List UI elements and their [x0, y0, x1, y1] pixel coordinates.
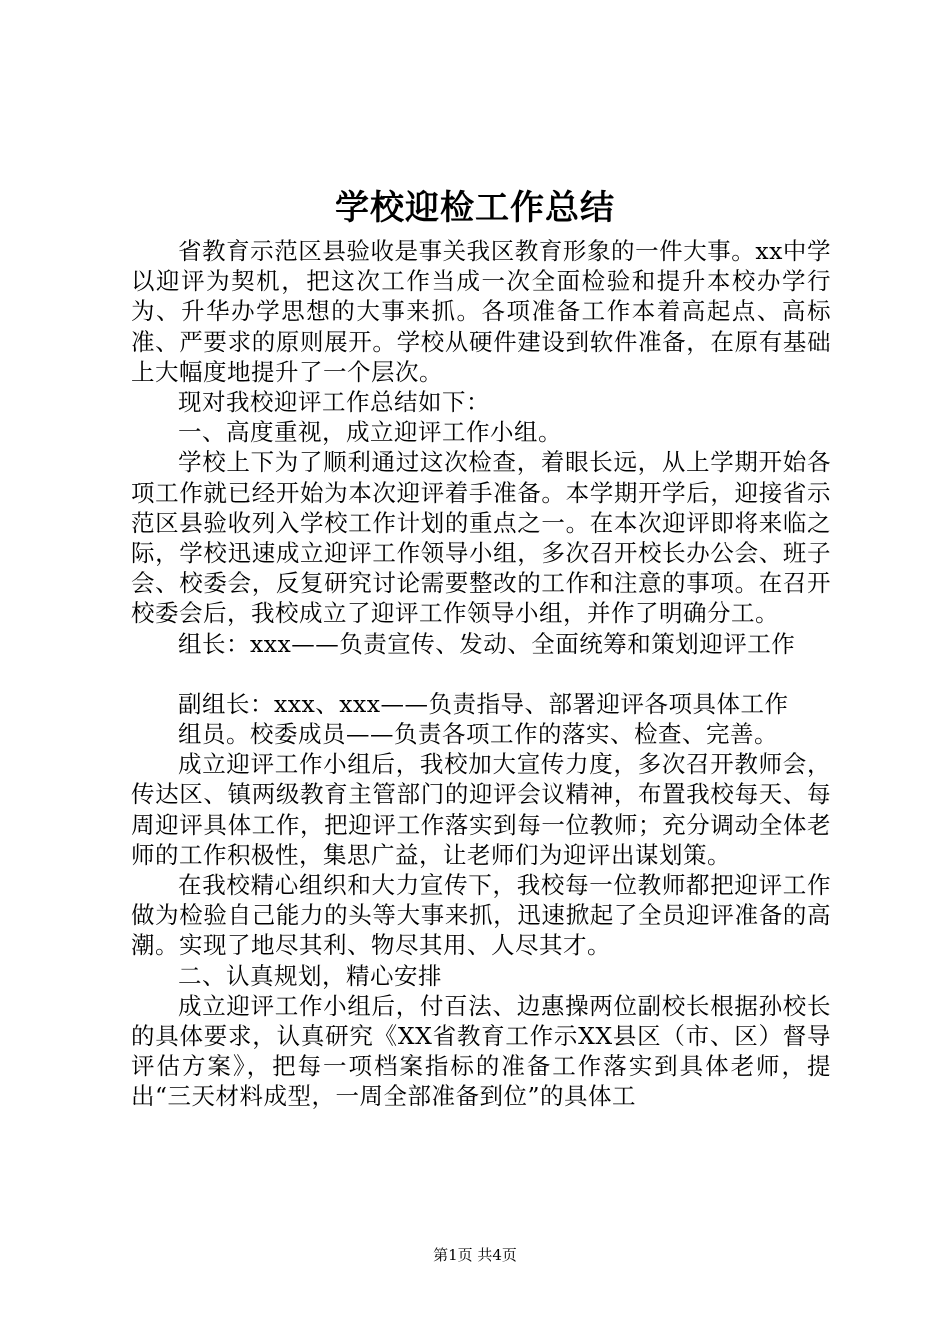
paragraph-intro: 省教育示范区县验收是事关我区教育形象的一件大事。xx中学以迎评为契机，把这次工作当成一次全面检验和提升本校办学行为、升华办学思想的大事来抓。各项准备工作本着高起点、高标准、严要求的原则展开。学校从硬件建设到软件准备，在原有基础上大幅度地提升了一个层次。 — [131, 237, 831, 386]
section-heading-1: 一、高度重视，成立迎评工作小组。 — [178, 418, 562, 447]
section-heading-2: 二、认真规划，精心安排 — [178, 961, 442, 990]
blank-line — [131, 659, 831, 689]
paragraph-mobilization: 在我校精心组织和大力宣传下，我校每一位教师都把迎评工作做为检验自己能力的头等大事来抓，迅速掀起了全员迎评准备的高潮。实现了地尽其利、物尽其用、人尽其才。 — [131, 871, 831, 960]
team-members-line: 组员。校委成员——负责各项工作的落实、检查、完善。 — [178, 720, 778, 749]
page-footer: 第1页 共4页 — [433, 1246, 517, 1264]
paragraph-preparation: 学校上下为了顺利通过这次检查，着眼长远，从上学期开始各项工作就已经开始为本次迎评着手准备。本学期开学后，迎接省示范区县验收列入学校工作计划的重点之一。在本次迎评即将来临之际，学校迅速成立迎评工作领导小组，多次召开校长办公会、班子会、校委会，反复研究讨论需要整改的工作和注意的事项。在召开校委会后，我校成立了迎评工作领导小组，并作了明确分工。 — [131, 448, 831, 628]
team-leader-line: 组长：xxx——负责宣传、发动、全面统筹和策划迎评工作 — [178, 629, 796, 658]
deputy-leader-line: 副组长：xxx、xxx——负责指导、部署迎评各项具体工作 — [178, 689, 789, 718]
paragraph-publicity: 成立迎评工作小组后，我校加大宣传力度，多次召开教师会，传达区、镇两级教育主管部门的迎评会议精神，布置我校每天、每周迎评具体工作，把迎评工作落实到每一位教师；充分调动全体老师的工作积极性，集思广益，让老师们为迎评出谋划策。 — [131, 750, 831, 869]
paragraph-planning: 成立迎评工作小组后，付百法、边惠操两位副校长根据孙校长的具体要求，认真研究《XX省教育工作示XX县区（市、区）督导评估方案》，把每一项档案指标的准备工作落实到具体老师，提出“三天材料成型，一周全部准备到位”的具体工 — [131, 991, 831, 1111]
document-title: 学校迎检工作总结 — [335, 188, 615, 228]
document-body — [131, 236, 831, 1112]
paragraph-summary-lead: 现对我校迎评工作总结如下： — [178, 388, 490, 417]
